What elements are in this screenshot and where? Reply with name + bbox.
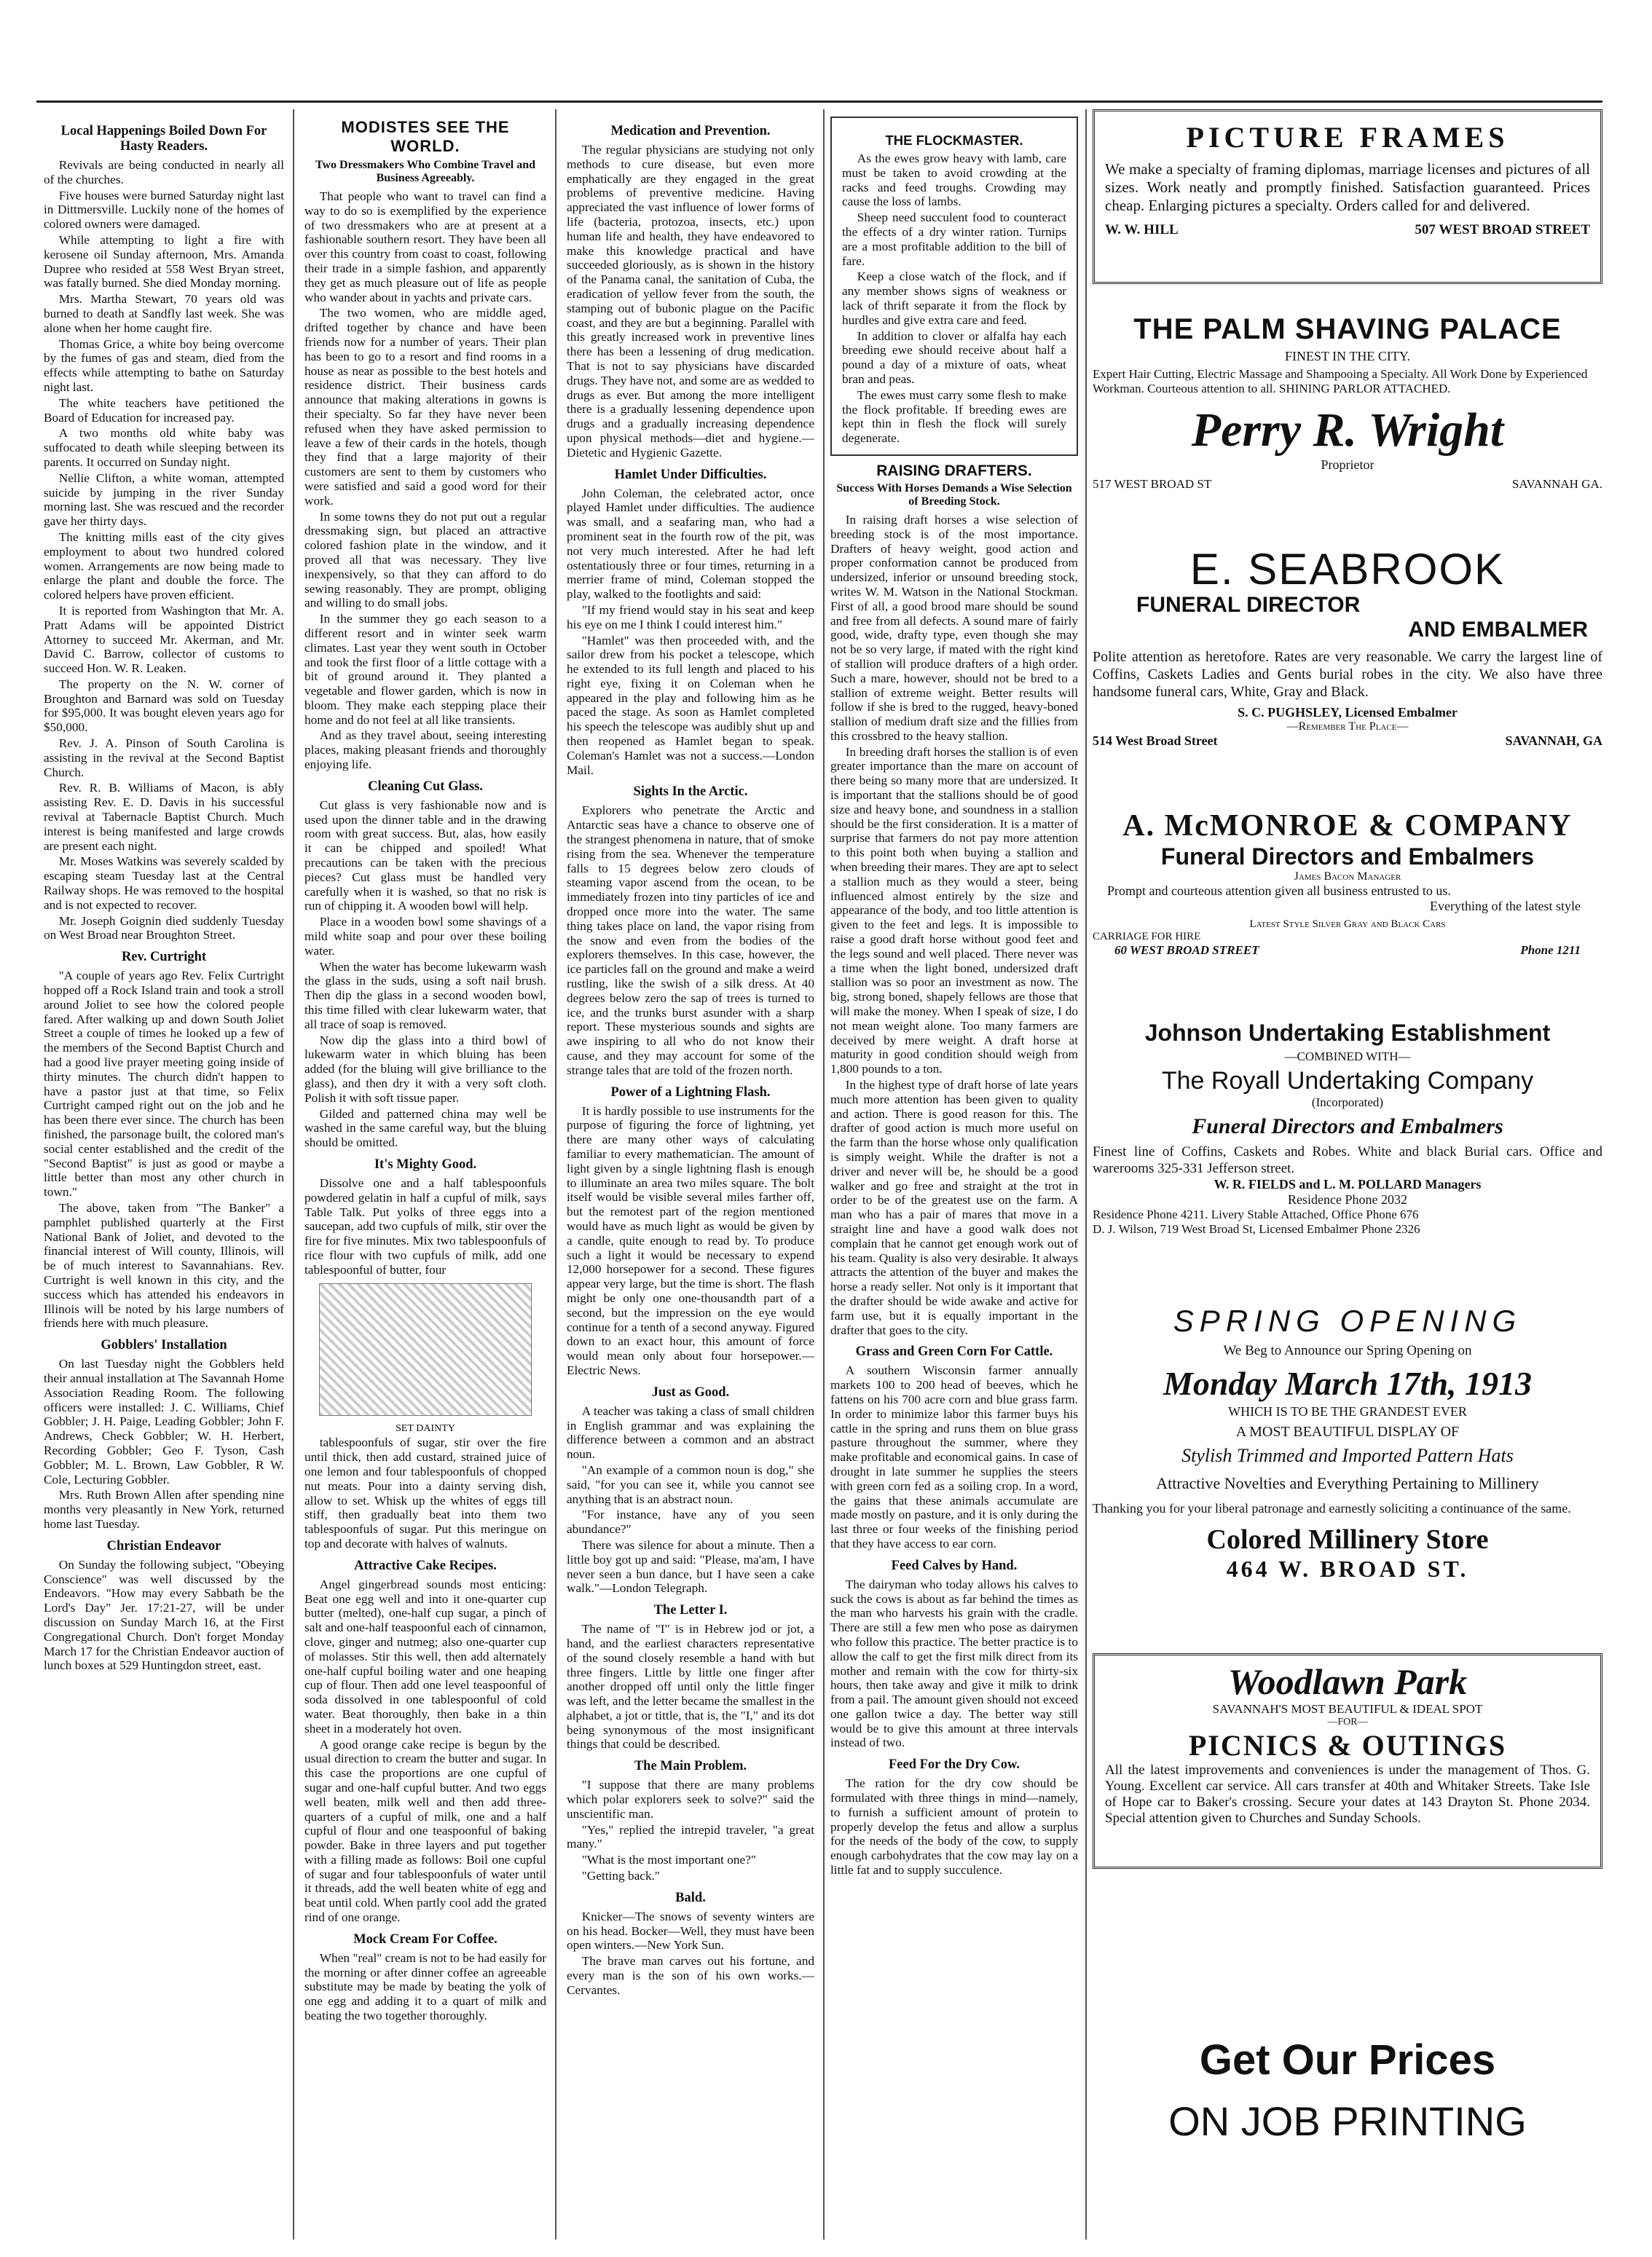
headline-bald: Bald. bbox=[675, 1890, 706, 1905]
headline-feed-calves: Feed Calves by Hand. bbox=[891, 1558, 1018, 1573]
headline-raising-drafters: RAISING DRAFTERS. bbox=[876, 462, 1032, 479]
paragraph: The property on the N. W. corner of Broughton and Barnard was sold on Tuesday for $95,000. It was bought eleven years ago for $50,000. bbox=[44, 677, 284, 735]
paragraph: A southern Wisconsin farmer annually markets 100 to 200 head of beeves, which he fattens on his 700 acre corn and blue grass farm. In order to minimize labor this farmer buys his cattle in the spring and runs them on blue grass pasture throughout the summer, where they make profitable and economical gains. In case of drought in late summer he supplies the steers with green corn fed as a soiling crop. In a word, the gains that these animals accumulate are made mostly on pasture, and it is only during the last three or four weeks of the finishing period that they have access to ear corn. bbox=[830, 1363, 1078, 1551]
paragraph: "I suppose that there are many problems which polar explorers seek to solve?" said the unscientific man. bbox=[567, 1778, 814, 1821]
ad-role: Proprietor bbox=[1321, 457, 1374, 472]
paragraph: Mr. Joseph Goignin died suddenly Tuesday on West Broad near Broughton Street. bbox=[44, 913, 284, 942]
paragraph: John Coleman, the celebrated actor, once played Hamlet under difficulties. The audience was small, and a seafaring man, who had a prominent seat in the fourth row of the pit, was not very much interested. After he had left ostentatiously three or four times, returning in a merrier frame of mind, Coleman stopped the play, walked to the footlights and said: bbox=[567, 486, 814, 602]
ad-thanks: Thanking you for your liberal patronage and earnestly soliciting a continuance of the same. bbox=[1093, 1501, 1571, 1516]
ad-address: 514 West Broad Street bbox=[1093, 733, 1218, 748]
paragraph: On Sunday the following subject, "Obeying Conscience" was well discussed by the Endeavors. "How may every Sabbath be the Lord's Day" Jer. 17:21-27, will be under discussion on Sunday March 16, at the First Congregational Church. Don't forget Monday March 17 for the Christian Endeavor auction of lunch boxes at 529 Huntingdon street, east. bbox=[44, 1557, 284, 1673]
paragraph: In the summer they go each season to a different resort and in winter seek warm climates. Last year they went south in October and took the first floor of a little cottage with a bit of ground around it. They planted a vegetable and flower garden, which is now in bloom. They make each stepping place their home and do not feel at all like transients. bbox=[304, 612, 546, 727]
ad-address: 60 WEST BROAD STREET bbox=[1114, 943, 1259, 957]
paragraph: "For instance, have any of you seen abundance?" bbox=[567, 1508, 814, 1537]
ad-hire: CARRIAGE FOR HIRE bbox=[1093, 931, 1201, 942]
ad-picture-frames bbox=[1093, 109, 1602, 284]
paragraph: It is reported from Washington that Mr. A. Pratt Adams will be appointed District Attorney to succeed Mr. Akerman, and Mr. David C. Barrow, collector of customs to succeed Hon. W. R. Leaken. bbox=[44, 603, 284, 676]
subheadline: Success With Horses Demands a Wise Selection of Breeding Stock. bbox=[836, 481, 1072, 508]
paragraph: The name of "I" is in Hebrew jod or jot, a hand, and the earliest characters representative of the sound closely resemble a hand with but three fingers. Little by little one finger after another dropped off until only the little finger was left, and the letter became the smallest in the alphabet, a jot or tittle, that is, the "I," and its dot being synonymous of the most insignificant things that could be described. bbox=[567, 1622, 814, 1752]
ad-palm-shaving-palace bbox=[1093, 313, 1602, 517]
ad-address: 507 WEST BROAD STREET bbox=[1415, 222, 1590, 237]
paragraph: When "real" cream is not to be had easily for the morning or after dinner coffee an agreeable substitute may be made by beating the yolk of one egg and adding it to a quart of milk and beating the two together thoroughly. bbox=[304, 1950, 546, 2023]
paragraph: "A couple of years ago Rev. Felix Curtright hopped off a Rock Island train and took a stroll around Joliet to see how the colored people fared. After walking up and down South Joliet Street a couple of times he looked up a few of the members of the Second Baptist Church and had a good live prayer meeting going inside of thirty minutes. The church didn't happen to have a pastor just at that time, so Felix Curtright camped right out on the job and he has been there ever since. The church has been finished, the parsonage built, the colored man's social center established and the credit of the "Second Baptist" is just as good or maybe a little better than most any other church in town." bbox=[44, 969, 284, 1200]
paragraph: Cut glass is very fashionable now and is used upon the dinner table and in the drawing room with great success. But, alas, how easily it can be chipped and spoiled! What precautions can be taken with the precious pieces? Cut glass must be handled very carefully when it is washed, so that no risk is run of chipping it. A wooden bowl will help. bbox=[304, 797, 546, 913]
ad-body: Expert Hair Cutting, Electric Massage and Shampooing a Specialty. All Work Done by Experienced Workman. Courteous attention to all. SHINING PARLOR ATTACHED. bbox=[1093, 367, 1588, 395]
illustration-caption: SET DAINTY bbox=[396, 1422, 455, 1434]
paragraph: Nellie Clifton, a white woman, attempted suicide by jumping in the river Sunday morning last. She was rescued and the recorder gave her thirty days. bbox=[44, 470, 284, 529]
paragraph: When the water has become lukewarm wash the glass in the suds, using a soft nail brush. Then dip the glass in a second wooden bowl, this time filled with clear lukewarm water, that all trace of soap is removed. bbox=[304, 959, 546, 1031]
ad-title: THE PALM SHAVING PALACE bbox=[1133, 313, 1562, 345]
paragraph: Mrs. Martha Stewart, 70 years old was burned to death at Sandfly last week. She was alone when her home caught fire. bbox=[44, 292, 284, 335]
ad-role: AND EMBALMER bbox=[1408, 618, 1588, 642]
paragraph: As the ewes grow heavy with lamb, care must be taken to avoid crowding at the racks and feed troughs. Crowding may cause the loss of lambs. bbox=[842, 151, 1066, 209]
headline-letter-i: The Letter I. bbox=[653, 1603, 728, 1618]
paragraph: "What is the most important one?" bbox=[581, 1853, 756, 1867]
ad-body: All the latest improvements and conveniences is under the management of Thos. G. Young. Excellent car service. All cars transfer at 40th and Whitaker Streets. Take Isle of Hope car to Baker's crossing. Secure your dates at 143 Drayton St. Phone 2034. Special attention given to Churches and Sunday Schools. bbox=[1105, 1762, 1590, 1826]
paragraph: That people who want to travel can find a way to do so is exemplified by the experience of two dressmakers who are at present at a fashionable southern resort. They have been all over this country from coast to coast, following their trade in a simple fashion, and apparently they get as much pleasure out of life as people who wander about in yachts and private cars. bbox=[304, 189, 546, 304]
paragraph: Now dip the glass into a third bowl of lukewarm water in which bluing has been added (for the bluing will give brilliance to the glass), and then dry it with a very soft cloth. Polish it with soft tissue paper. bbox=[304, 1033, 546, 1105]
ad-name: Perry R. Wright bbox=[1191, 403, 1504, 457]
paragraph: Five houses were burned Saturday night last in Dittmersville. Luckily none of the homes of colored owners were damaged. bbox=[44, 188, 284, 232]
ad-role: Funeral Directors and Embalmers bbox=[1160, 843, 1535, 870]
headline-gobblers: Gobblers' Installation bbox=[101, 1338, 227, 1353]
ad-body: We make a specialty of framing diplomas, marriage licenses and pictures of all sizes. Work neatly and promptly finished. Satisfaction guaranteed. Prices cheap. Enlarging pictures a specialty. Orders called for and delivered. bbox=[1105, 160, 1590, 214]
ad-body: Prompt and courteous attention given all business entrusted to us. bbox=[1107, 883, 1451, 898]
headline-cut-glass: Cleaning Cut Glass. bbox=[368, 779, 483, 794]
paragraph: The white teachers have petitioned the Board of Education for increased pay. bbox=[44, 395, 284, 425]
paragraph: A good orange cake recipe is begun by the usual direction to cream the butter and sugar. In this case the proportions are one cupful of sugar and one-half cupful butter. And two eggs well beaten, milk well and then add three-quarters of a cupful of milk, one and a half cupful of flour and one teaspoonful of baking powder. Bake in three layers and put together with a filling made as follows: Boil one cupful of sugar and four tablespoonfuls of water until it threads, add the well beaten white of egg and beat until cold. When partly cool add the grated rind of one orange. bbox=[304, 1737, 546, 1925]
paragraph: A two months old white baby was suffocated to death while sleeping between its parents. It occurred on Sunday night. bbox=[44, 426, 284, 469]
paragraph: The dairyman who today allows his calves to suck the cows is about as far behind the times as the man who harvests his grain with the cradle. There are still a few men who pose as dairymen who follow this practice. The better practice is to allow the calf to get the first milk direct from its mother and remain with the cow for thirty-six hours, then take away and give it milk to drink from a pail. The amount given should not exceed one gallon twice a day. The better way still would be to give this amount at three intervals instead of two. bbox=[830, 1577, 1078, 1750]
paragraph: The brave man carves out his fortune, and every man is the son of his own works.—Cervantes. bbox=[567, 1954, 814, 1997]
ad-monroe bbox=[1093, 808, 1602, 1005]
headline-hamlet: Hamlet Under Difficulties. bbox=[614, 467, 767, 482]
ad-for: —FOR— bbox=[1327, 1717, 1368, 1728]
paragraph: It is hardly possible to use instruments for the purpose of figuring the force of lightning, yet there are many other ways of calculating familiar to every mathematician. The amount of light given by a single lightning flash is enough to illuminate an area two miles square. The bolt itself would be visible several miles farther off, but the remotest part of the region mentioned would have as much light as would be given by a candle, quite enough to read by. To produce such a light it would be necessary to expend 12,000 horsepower for a second. These figures appear very large, but the time is short. The flash might be only one one-thousandth part of a second, but the impression on the eye would continue for a tenth of a second anyway. Figured down to an exact hour, this amount of force would mean only about four horsepower.—Electric News. bbox=[567, 1103, 814, 1377]
headline-lightning: Power of a Lightning Flash. bbox=[610, 1084, 771, 1100]
ad-store: Colored Millinery Store bbox=[1206, 1524, 1489, 1555]
ad-woodlawn-park bbox=[1093, 1653, 1602, 1872]
paragraph: In addition to clover or alfalfa hay each breeding ewe should receive about half a pound a day of a mixture of oats, wheat bran and peas. bbox=[842, 328, 1066, 386]
paragraph: "An example of a common noun is dog," she said, "for you can see it, while you cannot see anything that is an abstract noun. bbox=[567, 1462, 814, 1506]
ad-picnics: PICNICS & OUTINGS bbox=[1188, 1729, 1507, 1762]
headline-modistes: MODISTES SEE THE WORLD. bbox=[341, 118, 510, 155]
paragraph: The ewes must carry some flesh to make the flock profitable. If breeding ewes are kept thin in flesh the flock will surely degenerate. bbox=[842, 387, 1066, 446]
column-rule bbox=[555, 109, 556, 2240]
ad-title: A. McMONROE & COMPANY bbox=[1122, 809, 1573, 843]
headline-cake-recipes: Attractive Cake Recipes. bbox=[354, 1558, 497, 1573]
paragraph: The two women, who are middle aged, drifted together by chance and have been friends now for a number of years. Their plan has been to go to a resort and find rooms in a house as near as possible to the best hotels and residence district. Their business cards announce that making alterations in gowns is their specialty. So far they have never been refused when they have asked permission to leave a few of their cards in the hotels, though they find that a large majority of their customers are sent to them by customers who were satisfied and said a good word for their work. bbox=[304, 306, 546, 508]
ad-title: Woodlawn Park bbox=[1227, 1661, 1468, 1702]
ad-date: Monday March 17th, 1913 bbox=[1163, 1365, 1533, 1402]
ad-cars: Latest Style Silver Gray and Black Cars bbox=[1249, 918, 1446, 930]
ad-phone: Phone 1211 bbox=[1520, 943, 1581, 957]
headline-medication: Medication and Prevention. bbox=[610, 124, 771, 138]
ad-announce: We Beg to Announce our Spring Opening on bbox=[1223, 1343, 1472, 1358]
dessert-illustration bbox=[319, 1283, 532, 1416]
ad-body: Finest line of Coffins, Caskets and Robes. White and black Burial cars. Office and warerooms 325-331 Jefferson street. bbox=[1093, 1144, 1602, 1176]
paragraph: Gilded and patterned china may well be washed in the same careful way, but the bluing should be omitted. bbox=[304, 1106, 546, 1150]
ad-hats: Stylish Trimmed and Imported Pattern Hats bbox=[1181, 1445, 1514, 1466]
paragraph: Mr. Moses Watkins was severely scalded by escaping steam Tuesday last at the Central Railway shops. He was removed to the hospital and is not expected to recover. bbox=[44, 854, 284, 912]
masthead-rule bbox=[36, 101, 1602, 103]
ad-spring-opening bbox=[1093, 1304, 1602, 1631]
headline-local-happenings: Local Happenings Boiled Down For Hasty Readers. bbox=[60, 124, 267, 154]
paragraph: The above, taken from "The Banker" a pamphlet published quarterly at the First National Bank of Joliet, and devoted to the financial interest of Will county, Illinois, will be of much interest to Savannahians. Rev. Curtright is well known in this city, and the success which has attended his endeavors in Illinois will be noted by his large numbers of friends here with much pleasure. bbox=[44, 1200, 284, 1331]
ad-seabrook bbox=[1093, 546, 1602, 779]
ad-body: Polite attention as heretofore. Rates are very reasonable. We carry the largest line of Coffins, Caskets Ladies and Gents burial robes in the city. We also have three handsome funeral cars, White, Gray and Black. bbox=[1093, 649, 1602, 700]
paragraph: "If my friend would stay in his seat and keep his eye on me I think I could interest him." bbox=[567, 602, 814, 631]
paragraph: And as they travel about, seeing interesting places, making pleasant friends and thoroughly enjoying life. bbox=[304, 728, 546, 772]
ad-subtitle: ON JOB PRINTING bbox=[1168, 2098, 1527, 2144]
ad-address: 464 W. BROAD ST. bbox=[1226, 1556, 1469, 1582]
column-medication bbox=[567, 117, 814, 2254]
paragraph: A teacher was taking a class of small children in English grammar and was explaining the difference between a common and an abstract noun. bbox=[567, 1403, 814, 1462]
column-rule bbox=[1085, 109, 1087, 2240]
headline-just-as-good: Just as Good. bbox=[651, 1384, 730, 1400]
paragraph: In breeding draft horses the stallion is of even greater importance than the mare on account of there being so many more that are undersized. It is important that the stallions should be of good size and heavy bone, and soundness in a stallion should be the first consideration. It is a matter of surprise that farmers do not pay more attention to this point both when buying a stallion and when breeding their mares. They are apt to select a stallion much as they would a steer, being influenced almost entirely by the size and appearance of the body, and too little attention is given to the feet and legs. It is impossible to raise a good draft horse without good feet and the legs sound and well placed. There never was a time when the light boned, undersized draft stallion was so poor an investment as now. The big, strong boned, shapely fellows are those that will make the money. When I speak of size, I do not mean weight alone. Too many farmers are deceived by mere weight. A draft horse at maturity in good condition should weigh from 1,800 pounds to a ton. bbox=[830, 744, 1078, 1076]
paragraph: While attempting to light a fire with kerosene oil Sunday afternoon, Mrs. Amanda Dupree who resided at 558 West Bryan street, was fatally burned. She died Monday morning. bbox=[44, 232, 284, 291]
ad-job-printing bbox=[1093, 2032, 1602, 2221]
paragraph: Dissolve one and a half tablespoonfuls powdered gelatin in half a cupful of milk, says Table Talk. Put yolks of three eggs into a saucepan, add two cupfuls of milk, stir over the fire for five minutes. Mix two tablespoonfuls of rice flour with two cupfuls of milk, add one tablespoonful of butter, four bbox=[304, 1176, 546, 1277]
ad-phone: Residence Phone 4211. Livery Stable Attached, Office Phone 676 bbox=[1093, 1208, 1419, 1221]
headline-main-problem: The Main Problem. bbox=[634, 1759, 747, 1774]
ad-royall: The Royall Undertaking Company bbox=[1161, 1067, 1534, 1095]
paragraph: tablespoonfuls of sugar, stir over the fire until thick, then add custard, strained juice of one lemon and four tablespoonfuls of chopped nut meats. Pour into a dainty serving dish, allow to set. Whisk up the whites of eggs till stiff, then gradually beat into them two tablespoonfuls of sugar. Put this meringue on top and decorate with halves of walnuts. bbox=[304, 1435, 546, 1551]
headline-dry-cow: Feed For the Dry Cow. bbox=[889, 1757, 1020, 1773]
paragraph: Sheep need succulent food to counteract the effects of a dry winter ration. Turnips are a most profitable addition to the bill of fare. bbox=[842, 210, 1066, 268]
headline-rev-curtright: Rev. Curtright bbox=[121, 950, 207, 965]
ad-title: PICTURE FRAMES bbox=[1186, 121, 1509, 154]
ad-title: Johnson Undertaking Establishment bbox=[1144, 1020, 1551, 1046]
paragraph: Keep a close watch of the flock, and if any member shows signs of weakness or lack of thrift separate it from the flock by hurdles and give extra care and feed. bbox=[842, 269, 1066, 327]
paragraph: Angel gingerbread sounds most enticing: Beat one egg well and into it one-quarter cup butter (melted), one-half cup sugar, a pinch of salt and one-half teaspoonful each of cinnamon, clove, ginger and nutmeg; also one-quarter cup of molasses. Stir this well, then add alternately one-half cupful boiling water and one heaping cup of flour. Then add one level teaspoonful of soda dissolved in one tablespoonful of cold water. Beat thoroughly, then bake in a thin sheet in a moderately hot oven. bbox=[304, 1577, 546, 1736]
column-local-news bbox=[44, 117, 284, 2254]
headline-grass-corn: Grass and Green Corn For Cattle. bbox=[855, 1344, 1053, 1360]
paragraph: In some towns they do not put out a regular dressmaking sign, but placed an attractive colored fashion plate in the window, and it proved all that was necessary. They live inexpensively, so that they can afford to do sewing reasonably. They are prompt, obliging and willing to do small jobs. bbox=[304, 509, 546, 610]
paragraph: Thomas Grice, a white boy being overcome by the fumes of gas and steam, died from the effects while attempting to bathe on Saturday night last. bbox=[44, 336, 284, 394]
headline-mock-cream: Mock Cream For Coffee. bbox=[353, 1931, 497, 1947]
ad-johnson bbox=[1093, 1020, 1602, 1282]
ad-name: W. W. HILL bbox=[1105, 222, 1179, 237]
paragraph: "Yes," replied the intrepid traveler, "a great many." bbox=[567, 1822, 814, 1851]
paragraph: "Getting back." bbox=[581, 1869, 660, 1883]
ad-subtitle: FINEST IN THE CITY. bbox=[1284, 349, 1410, 363]
paragraph: The ration for the dry cow should be formulated with three things in mind—namely, to furnish a sufficient amount of protein to properly develop the fetus and allow a surplus for the needs of the body of the cow, to supply enough carbohydrates that the cow may lay on a little fat and to supply succulence. bbox=[830, 1776, 1078, 1878]
ad-title: E. SEABROOK bbox=[1189, 546, 1506, 594]
ad-remember: —Remember The Place— bbox=[1286, 720, 1409, 733]
column-farm bbox=[830, 117, 1078, 2254]
column-rule bbox=[823, 109, 825, 2240]
headline-arctic: Sights In the Arctic. bbox=[633, 784, 748, 800]
paragraph: Explorers who penetrate the Arctic and Antarctic seas have a chance to observe one of the strangest phenomena in nature, that of smoke rising from the sea. Whenever the temperature falls to 15 degrees below zero clouds of steaming vapor ascend from the ocean, to be immediately frozen into tiny particles of ice and dropped once more into the water. The same thing takes place on land, the vapor rising from the snow and even from the bodies of the explorers themselves. In this case, however, the ice particles fall on the ground and make a weird rustling, like the swish of a silk dress. At 40 degrees below zero the sap of trees is turned to ice, and the trunks burst asunder with a sharp report. These mysterious sounds and sights are awe inspiring to all who do not know their cause, and they may account for some of the strange tales that are told of the frozen north. bbox=[567, 803, 814, 1077]
subheadline: Two Dressmakers Who Combine Travel and Business Agreeably. bbox=[315, 159, 536, 184]
ad-display: A MOST BEAUTIFUL DISPLAY OF bbox=[1235, 1424, 1460, 1440]
ad-city: SAVANNAH, GA bbox=[1505, 733, 1602, 748]
paragraph: There was silence for about a minute. Then a little boy got up and said: "Please, ma'am, I have never seen a bun dance, but I have seen a cake walk."—London Telegraph. bbox=[567, 1537, 814, 1596]
paragraph: On last Tuesday night the Gobblers held their annual installation at The Savannah Home Association Reading Room. The following officers were installed: J. C. Williams, Chief Gobbler; J. H. Paige, Leading Gobbler; John F. Andrews, Check Gobbler; W. H. Herbert, Recording Gobbler; Geo F. Tyson, Cash Gobbler; M. L. Brown, Law Gobbler, R W. Cole, Lecturing Gobbler. bbox=[44, 1357, 284, 1486]
ad-combined: —COMBINED WITH— bbox=[1284, 1049, 1411, 1063]
ad-which: WHICH IS TO BE THE GRANDEST EVER bbox=[1228, 1404, 1467, 1419]
column-rule bbox=[293, 109, 294, 2240]
ad-embalmer: S. C. PUGHSLEY, Licensed Embalmer bbox=[1238, 705, 1458, 720]
paragraph: In raising draft horses a wise selection of breeding stock is of the most importance. Drafters of heavy weight, good action and proper conformation cannot be produced from undersized, inferior or unsound breeding stock, writes W. M. Watson in the National Stockman. First of all, a good brood mare should be sound and free from all defects. A sound mare of fairly good, wide, drafty type, even though she may not be so very large, if mated with the right kind of stallion will produce drafters of a high order. Such a mare, however, should not be bred to a stallion of extreme weight. Better results will follow if she is bred to the rugged, heavy-boned stallion of medium draft size and the fillies from this crossbred to the heavy stallion. bbox=[830, 512, 1078, 743]
paragraph: Mrs. Ruth Brown Allen after spending nine months very pleasantly in New York, returned home last Tuesday. bbox=[44, 1488, 284, 1531]
ad-managers: W. R. FIELDS and L. M. POLLARD Managers bbox=[1214, 1177, 1482, 1191]
ad-body: Everything of the latest style bbox=[1430, 899, 1581, 913]
ad-manager: James Bacon Manager bbox=[1294, 870, 1401, 883]
ad-title: Get Our Prices bbox=[1199, 2036, 1496, 2084]
paragraph: The knitting mills east of the city gives employment to about two hundred colored women. Arrangements are now being made to enlarge the plant and double the force. The colored helpers have proven efficient. bbox=[44, 529, 284, 602]
ad-role: FUNERAL DIRECTOR bbox=[1136, 593, 1361, 617]
ad-phone: D. J. Wilson, 719 West Broad St, Licensed Embalmer Phone 2326 bbox=[1093, 1222, 1420, 1236]
paragraph: Knicker—The snows of seventy winters are on his head. Bocker—Well, they must have been open winters.—New York Sun. bbox=[567, 1909, 814, 1953]
headline-christian-endeavor: Christian Endeavor bbox=[106, 1538, 221, 1553]
paragraph: The regular physicians are studying not only methods to cure disease, but even more emphatically are they engaged in the great problems of preventive medicine. Having appreciated the vast influence of lower forms of life (bacteria, protozoa, insects, etc.) upon human life and health, they have endeavored to make this knowledge practical and have succeeded gloriously, as is shown in the history of the Panama canal, the sanitation of Cuba, the eradication of yellow fever from the south, the stamping out of bubonic plague on the Pacific coast, and they are but a beginning. Parallel with this greatly increased work in preventive lines there has been a lessening of drug medication. That is not to say physicians have discarded drugs. They have not, and some are as wedded to drugs as ever. But among the more intelligent there is a gradually lessening dependence upon drugs and a gradually increasing dependence upon physical methods—diet and hygiene.—Dietetic and Hygienic Gazette. bbox=[567, 143, 814, 460]
paragraph: "Hamlet" was then proceeded with, and the sailor drew from his pocket a telescope, which he extended to its full length and placed to his right eye, fixing it on Coleman when he appeared in the play and following him as he paced the stage. As soon as Hamlet completed his speech the telescope was audibly shut up and then reopened as Hamlet began to speak. Coleman's Hamlet was not a success.—London Mail. bbox=[567, 633, 814, 777]
ad-title: SPRING OPENING bbox=[1173, 1304, 1522, 1338]
ad-role: Funeral Directors and Embalmers bbox=[1192, 1114, 1503, 1138]
ad-subtitle: SAVANNAH'S MOST BEAUTIFUL & IDEAL SPOT bbox=[1212, 1702, 1483, 1716]
ad-incorporated: (Incorporated) bbox=[1311, 1095, 1384, 1109]
paragraph: In the highest type of draft horse of late years much more attention has been given to quality and action. There is good reason for this. The drafter of good action is much more useful on the farm than the horse whose only qualification is simply weight. While the drafter is not a driver and never will be, he should be a good walker and go free and straight at the trot in order to be of the greatest use on the farm. A man who has a pair of mares that move in a straight line and have a good walk does not complain that he cannot get enough work out of his team. Quality is also very desirable. It always attracts the attention of the buyer and makes the horse a ready seller. Not only is it important that the drafter should be wide awake and active for farm use, but it is equally important in the drafter that goes to the city. bbox=[830, 1078, 1078, 1337]
ad-phone: Residence Phone 2032 bbox=[1288, 1192, 1407, 1207]
paragraph: Place in a wooden bowl some shavings of a mild white soap and pour over these boiling water. bbox=[304, 915, 546, 958]
ad-novelties: Attractive Novelties and Everything Pertaining to Millinery bbox=[1156, 1474, 1539, 1492]
ad-address: 517 WEST BROAD ST bbox=[1093, 477, 1212, 491]
headline-flockmaster: THE FLOCKMASTER. bbox=[885, 133, 1023, 148]
paragraph: Rev. J. A. Pinson of South Carolina is assisting in the revival at the Second Baptist Church. bbox=[44, 736, 284, 779]
flockmaster-box bbox=[830, 117, 1078, 456]
paragraph: Rev. R. B. Williams of Macon, is ably assisting Rev. E. D. Davis in his successful revival at Tabernacle Baptist Church. Much interest is being manifested and large crowds are present each night. bbox=[44, 781, 284, 853]
ad-city: SAVANNAH GA. bbox=[1511, 477, 1602, 491]
paragraph: Revivals are being conducted in nearly all of the churches. bbox=[44, 158, 284, 186]
column-modistes bbox=[304, 117, 546, 2254]
headline-mighty-good: It's Mighty Good. bbox=[374, 1157, 477, 1172]
